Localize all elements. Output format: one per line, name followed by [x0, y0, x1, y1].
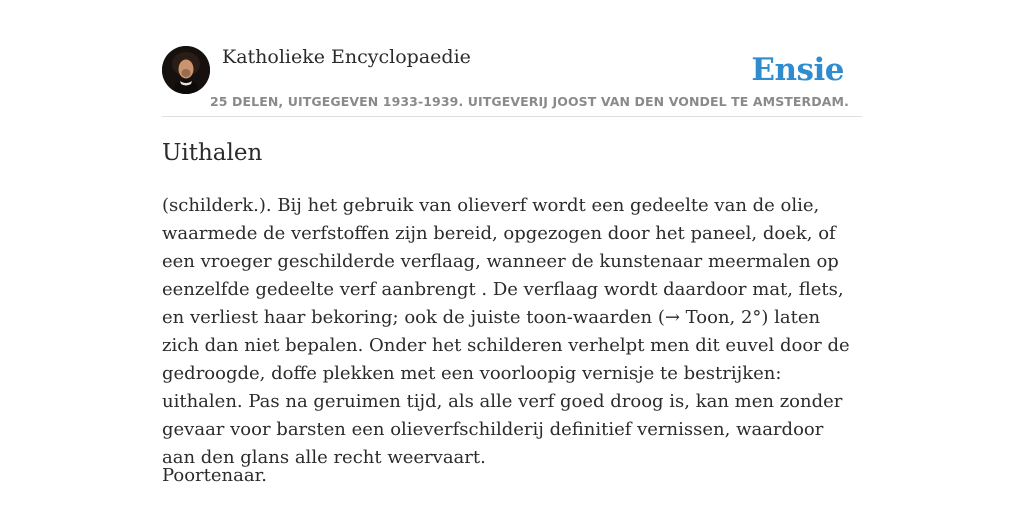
entry-body: (schilderk.). Bij het gebruik van olieverf wordt een gedeelte van de olie, waarmede de verfstoffen zijn bereid, opgezogen door het paneel, doek, of een vroeger geschilderde verflaag, wanneer de kunstenaar meermalen op eenzelfde gedeelte verf aanbrengt . De verflaag wordt daardoor mat, flets, en verliest haar bekoring; ook de juiste toon-waarden (→ Toon, 2°) laten zich dan niet bepalen. Onder het schilderen verhelpt men dit euvel door de gedroogde, doffe plekken met een voorloopig vernisje te bestrijken: uithalen. Pas na geruimen tijd, als alle verf goed droog is, kan men zonder gevaar voor barsten een olieverfschilderij definitief vernissen, waardoor aan den glans alle recht weervaart. [162, 195, 850, 468]
portrait-image [162, 46, 210, 94]
entry-author: Poortenaar. [162, 465, 267, 486]
source-title[interactable]: Katholieke Encyclopaedie [222, 46, 471, 68]
portrait-avatar-icon[interactable] [162, 46, 210, 94]
source-subtitle: 25 DELEN, UITGEGEVEN 1933-1939. UITGEVERIJ JOOST VAN DEN VONDEL TE AMSTERDAM. [210, 94, 849, 109]
brand-logo-link[interactable]: Ensie [751, 52, 844, 88]
source-header [162, 0, 862, 117]
page [162, 0, 862, 512]
entry-title: Uithalen [162, 140, 263, 166]
